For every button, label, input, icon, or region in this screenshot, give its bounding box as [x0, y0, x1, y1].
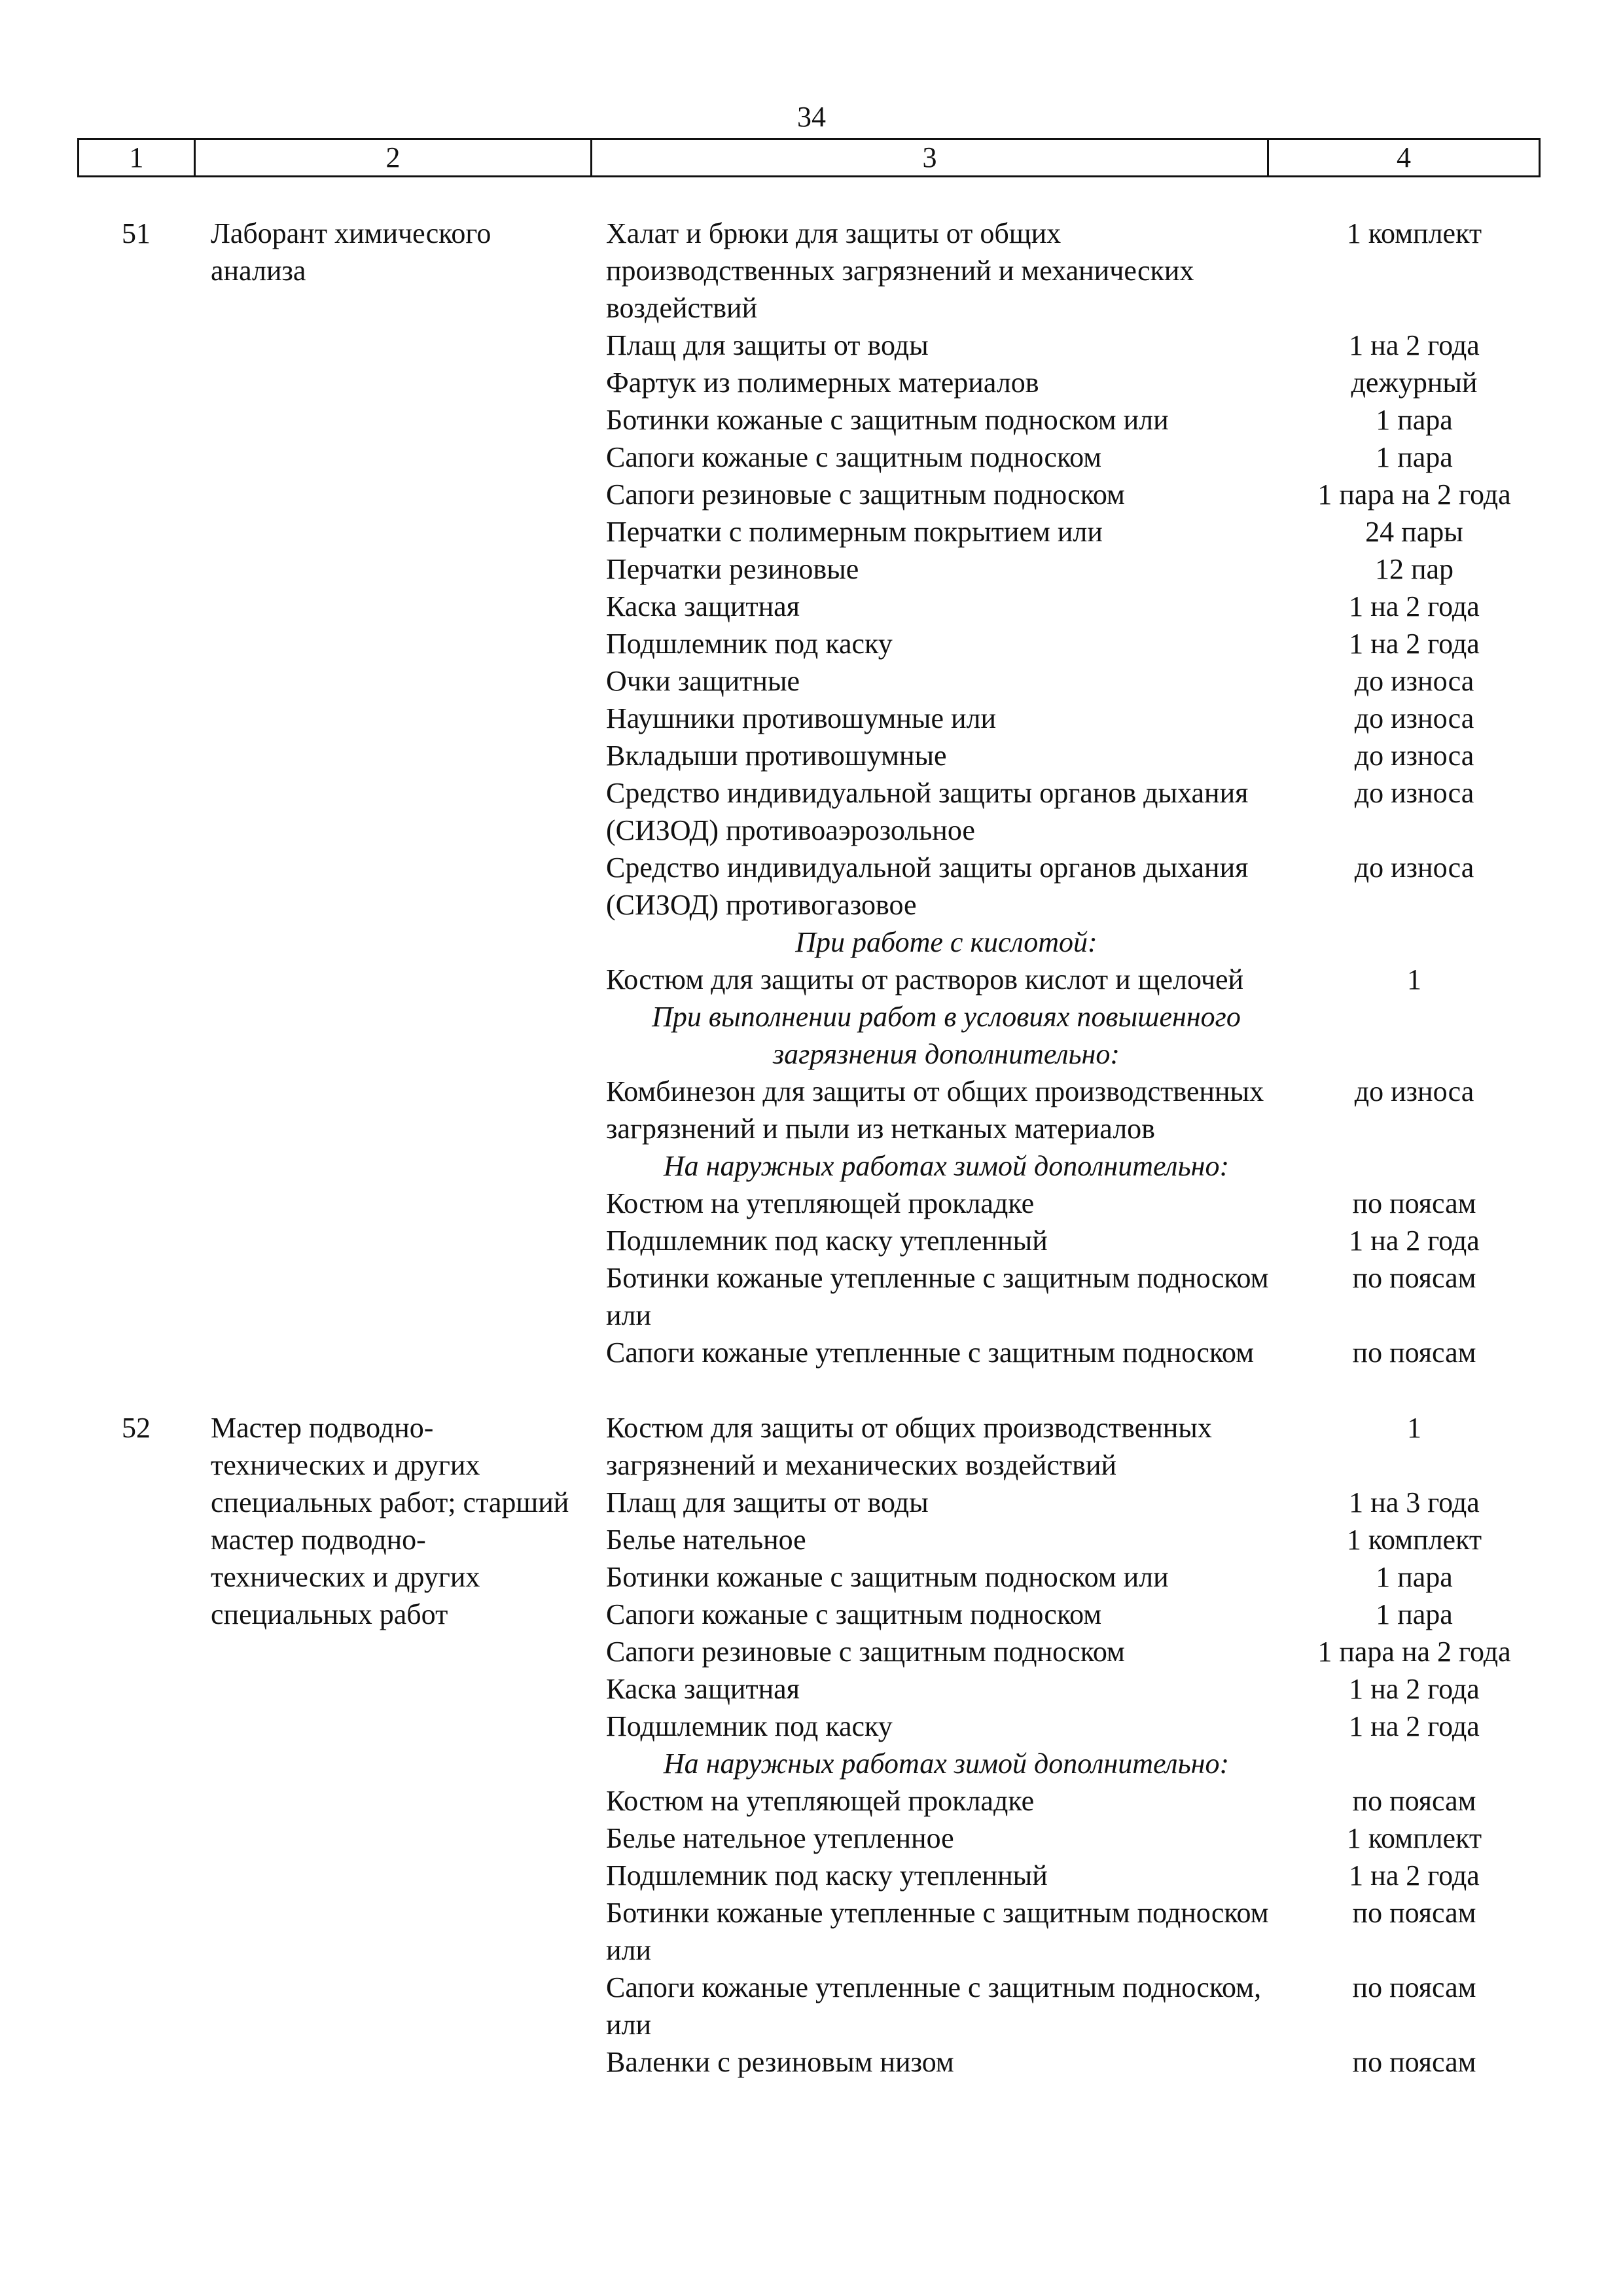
issue-norm [1287, 1820, 1542, 1857]
entry-position-title: Лаборант химического анализа [211, 217, 491, 287]
equipment-item: Подшлемник под каску [606, 1710, 893, 1742]
equipment-item: Ботинки кожаные утепленные с защитным подноском или [606, 1262, 1269, 1331]
issue-norm [1287, 1670, 1542, 1708]
equipment-item: Ботинки кожаные с защитным подноском или [606, 404, 1169, 436]
equipment-item: Костюм на утепляющей прокладке [606, 1785, 1035, 1817]
issue-norm [1287, 1969, 1542, 2043]
issue-norm-text: по поясам [1352, 1971, 1476, 2003]
equipment-item: Подшлемник под каску [606, 628, 893, 660]
equipment-item: Белье нательное утепленное [606, 1822, 954, 1854]
table-row [606, 737, 1623, 774]
table-row [606, 1969, 1623, 2043]
table-row [606, 1558, 1623, 1596]
issue-norm-text: по поясам [1352, 1785, 1476, 1817]
table-row [606, 1334, 1623, 1371]
table-row [606, 774, 1623, 849]
issue-norm [1287, 476, 1542, 513]
equipment-item: Сапоги кожаные с защитным подноском [606, 441, 1102, 473]
column-header-row [77, 138, 1541, 177]
issue-norm-text: 24 пары [1365, 516, 1463, 548]
table-row [606, 364, 1623, 401]
issue-norm [1287, 774, 1542, 849]
issue-norm-text: до износа [1354, 740, 1474, 772]
table-row [606, 1670, 1623, 1708]
issue-norm [1287, 401, 1542, 439]
issue-norm-text: до износа [1354, 1075, 1474, 1107]
issue-norm [1287, 1484, 1542, 1521]
table-row [606, 961, 1623, 998]
issue-norm-text: по поясам [1352, 1187, 1476, 1219]
issue-norm-text: 1 пара на 2 года [1317, 478, 1511, 511]
table-row [606, 2043, 1623, 2081]
issue-norm [1287, 215, 1542, 327]
table-body [0, 215, 1623, 2119]
equipment-item: Ботинки кожаные с защитным подноском или [606, 1561, 1169, 1593]
table-row [606, 700, 1623, 737]
equipment-item: Перчатки с полимерным покрытием или [606, 516, 1103, 548]
issue-norm [1287, 1073, 1542, 1147]
table-row [606, 1484, 1623, 1521]
issue-norm [1287, 625, 1542, 662]
issue-norm [1287, 849, 1542, 924]
issue-norm [1287, 1596, 1542, 1633]
issue-norm [1287, 1222, 1542, 1259]
issue-norm-text: 1 пара [1376, 1598, 1453, 1630]
issue-norm-text: до износа [1354, 665, 1474, 697]
equipment-item: Халат и брюки для защиты от общих производственных загрязнений и механических воздействий [606, 217, 1194, 324]
equipment-item: Костюм для защиты от общих производственных загрязнений и механических воздействий [606, 1412, 1212, 1481]
table-row [606, 1222, 1623, 1259]
issue-norm-text: 1 комплект [1346, 1822, 1482, 1854]
issue-norm-text: 1 пара [1376, 404, 1453, 436]
issue-norm-text: 1 на 2 года [1349, 1710, 1480, 1742]
issue-norm-text: дежурный [1351, 367, 1478, 399]
column-header-4: 4 [1397, 141, 1411, 173]
section-note: На наружных работах зимой дополнительно: [663, 1150, 1230, 1182]
table-row [606, 1259, 1623, 1334]
column-header-1: 1 [79, 140, 196, 175]
table-row [606, 1409, 1623, 1484]
equipment-item: Ботинки кожаные утепленные с защитным подноском или [606, 1897, 1269, 1966]
issue-norm-text: до износа [1354, 777, 1474, 809]
equipment-item: Белье нательное [606, 1524, 806, 1556]
issue-norm-text: по поясам [1352, 2046, 1476, 2078]
table-row [606, 1708, 1623, 1745]
issue-norm-text: 1 на 2 года [1349, 1859, 1480, 1892]
table-row [606, 1185, 1623, 1222]
issue-norm-text: 1 на 2 года [1349, 329, 1480, 361]
entry-items [606, 215, 1623, 1371]
table-row [606, 1820, 1623, 1857]
table-row [606, 625, 1623, 662]
section-note: При работе с кислотой: [795, 926, 1097, 958]
issue-norm [1287, 1782, 1542, 1820]
issue-norm-text: по поясам [1352, 1897, 1476, 1929]
table-row [606, 662, 1623, 700]
issue-norm [1287, 1633, 1542, 1670]
entry-number: 52 [122, 1412, 151, 1444]
equipment-item: Фартук из полимерных материалов [606, 367, 1039, 399]
equipment-item: Сапоги кожаные утепленные с защитным подноском, или [606, 1971, 1262, 2041]
issue-norm-text: до износа [1354, 702, 1474, 734]
table-row [606, 588, 1623, 625]
entry-position-title: Мастер подводно-технических и других специальных работ; старший мастер подводно-технических и других специальных работ [211, 1412, 569, 1630]
equipment-item: Наушники противошумные или [606, 702, 997, 734]
issue-norm-text: 1 комплект [1346, 1524, 1482, 1556]
entry-number: 51 [122, 217, 151, 249]
issue-norm-text: 1 комплект [1346, 217, 1482, 249]
issue-norm-text: 1 на 2 года [1349, 1673, 1480, 1705]
table-entry [0, 215, 1623, 1371]
issue-norm-text: 1 [1407, 1412, 1421, 1444]
table-row [606, 1782, 1623, 1820]
issue-norm [1287, 327, 1542, 364]
issue-norm-text: 1 пара [1376, 441, 1453, 473]
issue-norm-text: 1 пара [1376, 1561, 1453, 1593]
issue-norm-text: 12 пар [1374, 553, 1454, 585]
issue-norm-text: 1 на 2 года [1349, 590, 1480, 622]
issue-norm [1287, 1409, 1542, 1484]
issue-norm [1287, 550, 1542, 588]
equipment-item: Комбинезон для защиты от общих производственных загрязнений и пыли из нетканых материалов [606, 1075, 1264, 1145]
equipment-item: Средство индивидуальной защиты органов дыхания (СИЗОД) противоаэрозольное [606, 777, 1249, 846]
issue-norm [1287, 1334, 1542, 1371]
equipment-item: Сапоги резиновые с защитным подноском [606, 1636, 1125, 1668]
table-row [606, 849, 1623, 924]
issue-norm [1287, 662, 1542, 700]
table-row [606, 1633, 1623, 1670]
table-row [606, 1857, 1623, 1894]
table-row [606, 1894, 1623, 1969]
issue-norm [1287, 1558, 1542, 1596]
table-row [606, 550, 1623, 588]
equipment-item: Сапоги кожаные с защитным подноском [606, 1598, 1102, 1630]
equipment-item: Каска защитная [606, 590, 800, 622]
table-row [606, 476, 1623, 513]
issue-norm [1287, 737, 1542, 774]
page-number: 34 [797, 101, 826, 133]
issue-norm-text: до износа [1354, 852, 1474, 884]
equipment-item: Костюм для защиты от растворов кислот и щелочей [606, 963, 1244, 996]
table-row [606, 439, 1623, 476]
equipment-item: Сапоги кожаные утепленные с защитным подноском [606, 1336, 1255, 1369]
issue-norm [1287, 1185, 1542, 1222]
equipment-item: Сапоги резиновые с защитным подноском [606, 478, 1125, 511]
issue-norm-text: 1 на 2 года [1349, 1225, 1480, 1257]
table-row [606, 1073, 1623, 1147]
column-header-3: 3 [592, 140, 1269, 175]
section-note: На наружных работах зимой дополнительно: [663, 1748, 1230, 1780]
issue-norm [1287, 513, 1542, 550]
table-row [606, 1521, 1623, 1558]
equipment-item: Валенки с резиновым низом [606, 2046, 954, 2078]
issue-norm-text: по поясам [1352, 1262, 1476, 1294]
equipment-item: Подшлемник под каску утепленный [606, 1225, 1048, 1257]
equipment-item: Костюм на утепляющей прокладке [606, 1187, 1035, 1219]
table-row [606, 401, 1623, 439]
issue-norm [1287, 1708, 1542, 1745]
issue-norm-text: по поясам [1352, 1336, 1476, 1369]
equipment-item: Подшлемник под каску утепленный [606, 1859, 1048, 1892]
issue-norm-text: 1 [1407, 963, 1421, 996]
issue-norm [1287, 961, 1542, 998]
table-row [606, 215, 1623, 327]
equipment-item: Перчатки резиновые [606, 553, 859, 585]
issue-norm [1287, 700, 1542, 737]
table-row [606, 513, 1623, 550]
column-header-2: 2 [196, 140, 592, 175]
equipment-item: Каска защитная [606, 1673, 800, 1705]
issue-norm [1287, 1259, 1542, 1334]
equipment-item: Плащ для защиты от воды [606, 1486, 929, 1518]
issue-norm [1287, 1894, 1542, 1969]
equipment-item: Плащ для защиты от воды [606, 329, 929, 361]
equipment-item: Вкладыши противошумные [606, 740, 947, 772]
issue-norm [1287, 439, 1542, 476]
section-note: При выполнении работ в условиях повышенного загрязнения дополнительно: [652, 1001, 1241, 1070]
issue-norm-text: 1 на 2 года [1349, 628, 1480, 660]
table-row [606, 1596, 1623, 1633]
issue-norm [1287, 1521, 1542, 1558]
entry-items [606, 1409, 1623, 2081]
issue-norm [1287, 364, 1542, 401]
table-row [606, 327, 1623, 364]
equipment-item: Очки защитные [606, 665, 800, 697]
issue-norm-text: 1 на 3 года [1349, 1486, 1480, 1518]
issue-norm [1287, 588, 1542, 625]
equipment-item: Средство индивидуальной защиты органов дыхания (СИЗОД) противогазовое [606, 852, 1249, 921]
issue-norm [1287, 1857, 1542, 1894]
table-entry [0, 1409, 1623, 2081]
issue-norm-text: 1 пара на 2 года [1317, 1636, 1511, 1668]
issue-norm [1287, 2043, 1542, 2081]
